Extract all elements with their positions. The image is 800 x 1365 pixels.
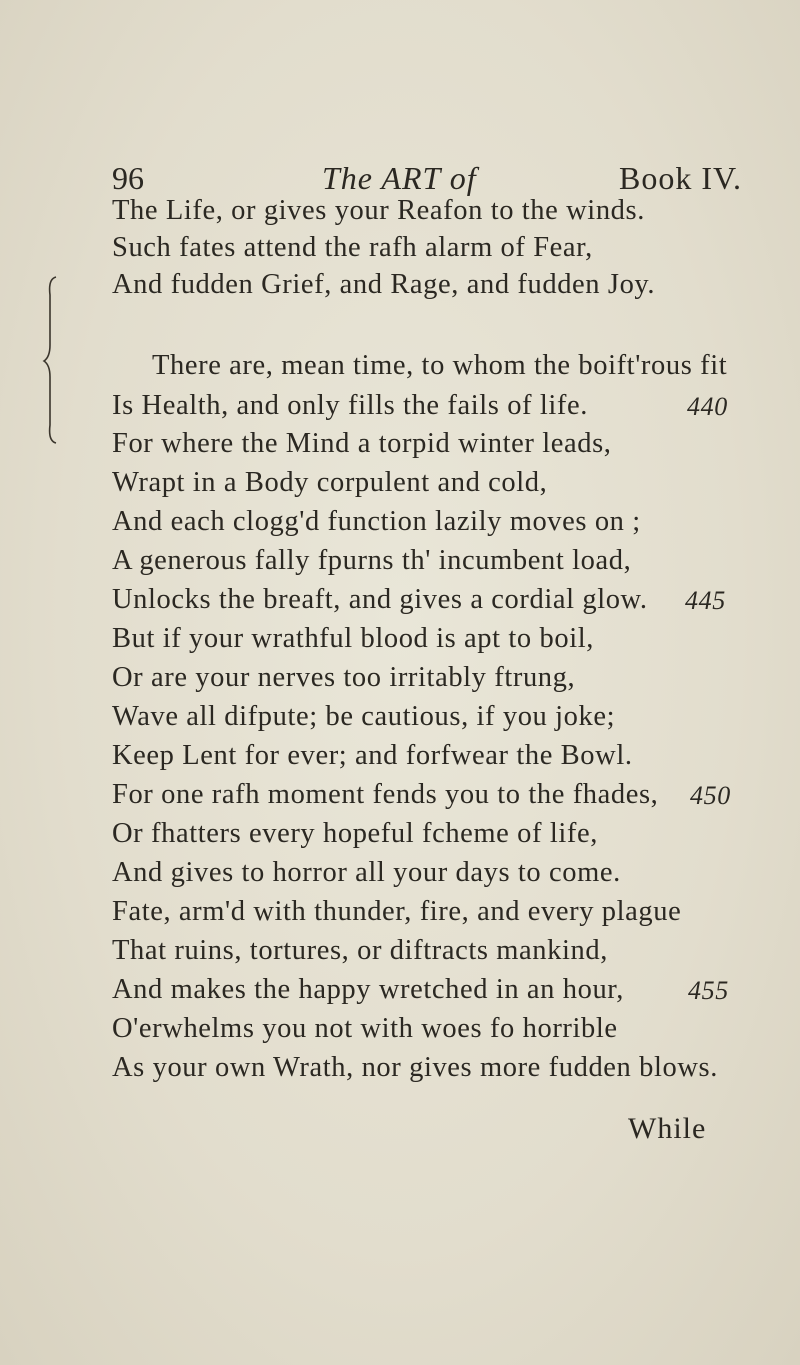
line-number-455: 455 [688, 976, 729, 1005]
catchword: While [628, 1112, 707, 1145]
margin-brace-mark [42, 275, 62, 445]
line-number-440: 440 [687, 392, 728, 421]
line-number-445: 445 [685, 586, 726, 615]
book-page: 96 The ART of Book IV. The Life, or gives your Reafon to the winds. Such fates attend the rafh alarm of Fear, And fudden Grief, and Rage, and fudden Joy. There are, mean time, to whom the boift'rous fit Is Health, and only fills the fails of life. 440 For where the Mind a torpid winter leads, Wrapt in a Body corpulent and cold, And each clogg'd function lazily moves on ; A generous fally fpurns th' incumbent load, Unlocks the breaft, and gives a cordial glow. 445 But if your wrathful blood is apt to boil, Or are your nerves too irritably ftrung, Wave all difpute; be cautious, if you joke; Keep Lent for ever; and forfwear the Bowl. For one rafh moment fends you to the fhades, 450 Or fhatters every hopeful fcheme of life, And gives to horror all your days to come. Fate, arm'd with thunder, fire, and every plague That ruins, tortures, or diftracts mankind, And makes the happy wretched in an hour, 455 O'erwhelms you not with woes fo horrible As your own Wrath, nor gives more fudden blows. While [0, 0, 800, 1365]
page-number: 96 [112, 160, 144, 196]
book-label: Book IV. [619, 160, 742, 196]
running-title: The ART of [322, 160, 477, 196]
line-number-450: 450 [690, 781, 731, 810]
